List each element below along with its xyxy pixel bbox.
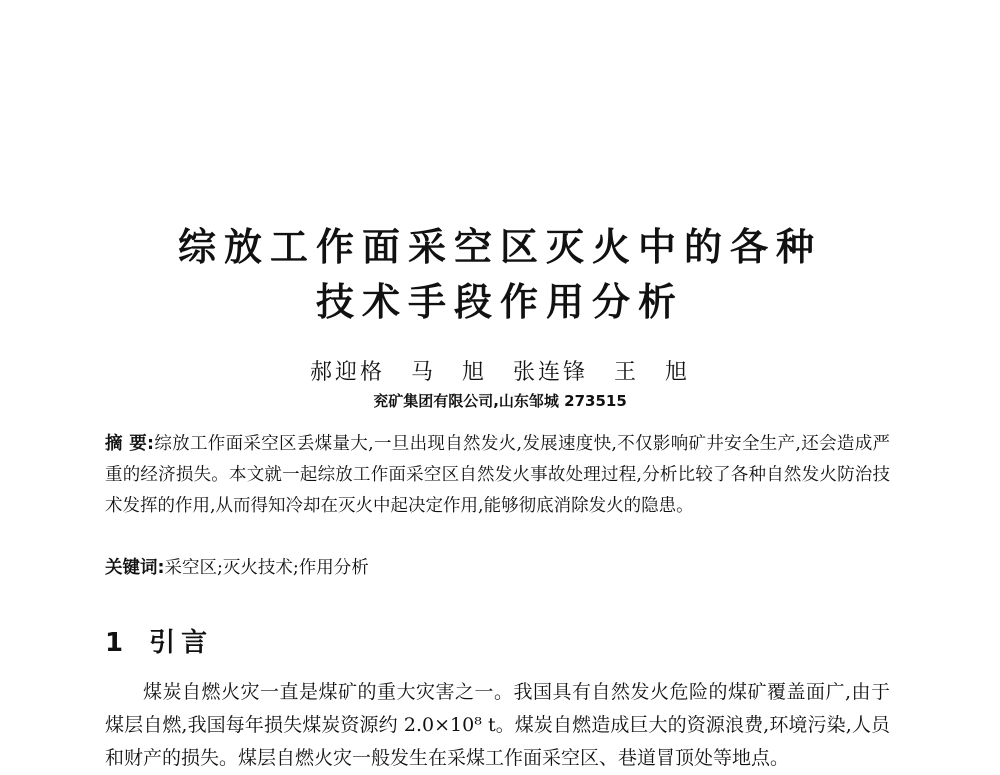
abstract-text: 综放工作面采空区丢煤量大,一旦出现自然发火,发展速度快,不仅影响矿井安全生产,还会造成严重的经济损失。本文就一起综放工作面采空区自然发火事故处理过程,分析比较了各种自然发火防治技术发挥的作用,从而得知冷却在灭火中起决定作用,能够彻底消除发火的隐患。 [105, 434, 890, 516]
keywords-text: 采空区;灭火技术;作用分析 [164, 558, 369, 578]
affiliation: 兖矿集团有限公司,山东邹城 273515 [373, 392, 627, 410]
title-line-1: 综放工作面采空区灭火中的各种 [177, 225, 822, 269]
abstract [105, 429, 890, 522]
keywords [105, 553, 890, 584]
title-line-2: 技术手段作用分析 [315, 280, 684, 324]
body-paragraph: 煤炭自燃火灾一直是煤矿的重大灾害之一。我国具有自然发火危险的煤矿覆盖面广,由于煤层自燃,我国每年损失煤炭资源约 2.0×10⁸ t。煤炭自燃造成巨大的资源浪费,环境污染,人员和财产的损失。煤层自燃火灾一般发生在采煤工作面采空区、巷道冒顶处等地点。 [105, 681, 890, 769]
section-heading [105, 622, 213, 659]
abstract-label: 摘 要: [105, 434, 155, 454]
section-title: 引言 [149, 628, 214, 658]
authors: 郝迎格 马 旭 张连锋 王 旭 [310, 360, 690, 385]
keywords-label: 关键词: [105, 558, 165, 578]
section-number: 1 [105, 628, 124, 658]
